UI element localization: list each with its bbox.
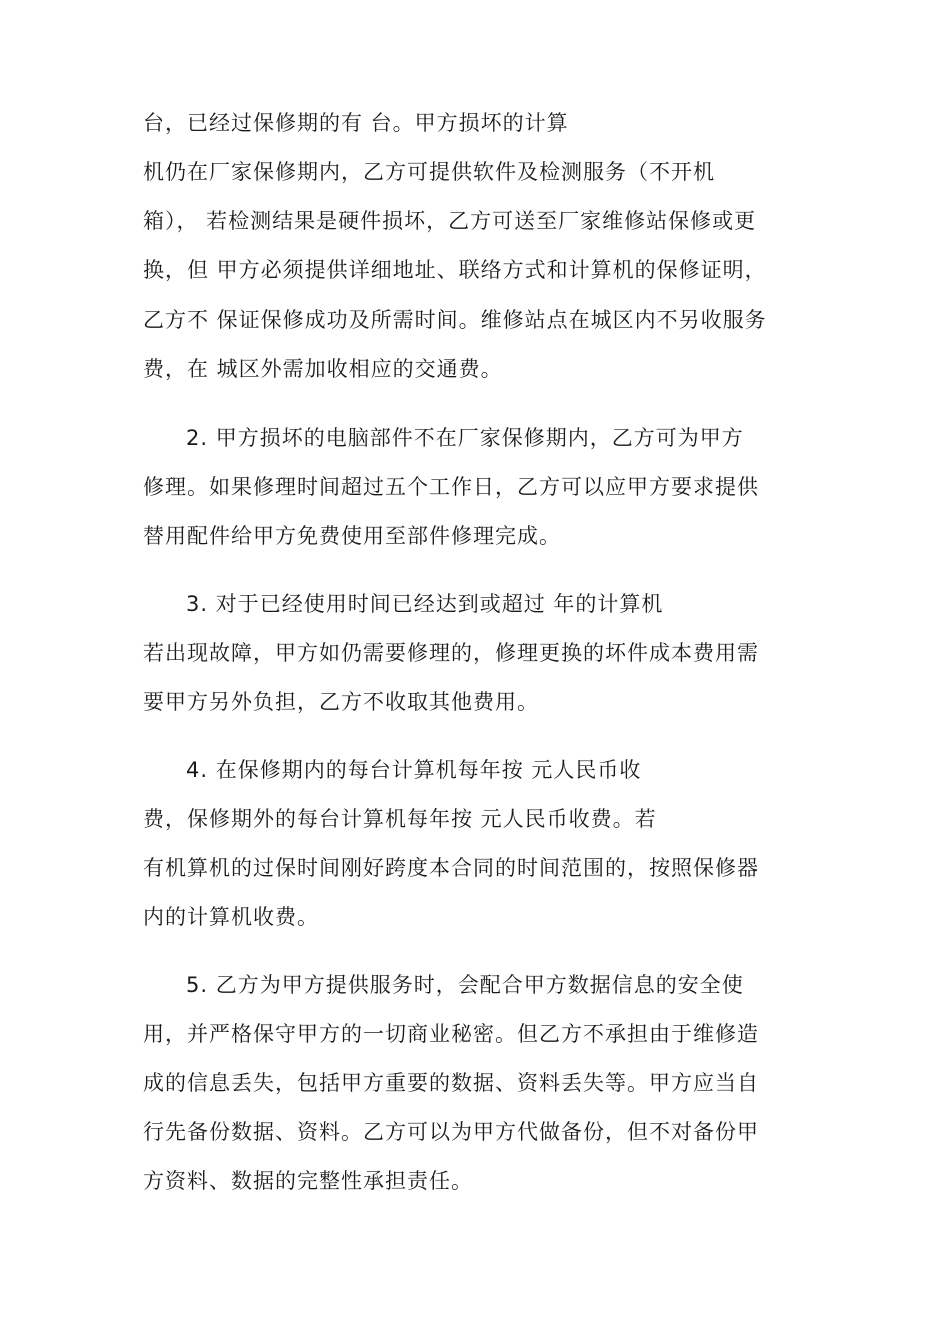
text-line: 有机算机的过保时间刚好跨度本合同的时间范围的，按照保修器 <box>143 856 759 880</box>
text-line: 3. 对于已经使用时间已经达到或超过 年的计算机 <box>186 592 664 616</box>
text-line: 2. 甲方损坏的电脑部件不在厂家保修期内，乙方可为甲方 <box>186 426 744 450</box>
text-line: 箱）， 若检测结果是硬件损坏，乙方可送至厂家维修站保修或更 <box>143 209 757 233</box>
text-line: 5. 乙方为甲方提供服务时，会配合甲方数据信息的安全使 <box>186 973 744 997</box>
text-line: 若出现故障，甲方如仍需要修理的，修理更换的坏件成本费用需 <box>143 641 759 665</box>
text-line: 换，但 甲方必须提供详细地址、联络方式和计算机的保修证明， <box>143 258 767 282</box>
text-line: 修理。如果修理时间超过五个工作日，乙方可以应甲方要求提供 <box>143 475 759 499</box>
text-line: 费，在 城区外需加收相应的交通费。 <box>143 357 503 381</box>
text-line: 方资料、数据的完整性承担责任。 <box>143 1169 473 1193</box>
text-line: 费，保修期外的每台计算机每年按 元人民币收费。若 <box>143 807 657 831</box>
text-line: 台，已经过保修期的有 台。甲方损坏的计算 <box>143 111 569 135</box>
text-line: 成的信息丢失，包括甲方重要的数据、资料丢失等。甲方应当自 <box>143 1071 759 1095</box>
text-line: 4. 在保修期内的每台计算机每年按 元人民币收 <box>186 758 642 782</box>
text-line: 行先备份数据、资料。乙方可以为甲方代做备份，但不对备份甲 <box>143 1120 759 1144</box>
text-line: 乙方不 保证保修成功及所需时间。维修站点在城区内不另收服务 <box>143 308 767 332</box>
text-line: 用，并严格保守甲方的一切商业秘密。但乙方不承担由于维修造 <box>143 1022 759 1046</box>
text-line: 要甲方另外负担，乙方不收取其他费用。 <box>143 690 539 714</box>
text-line: 内的计算机收费。 <box>143 905 319 929</box>
text-line: 机仍在厂家保修期内，乙方可提供软件及检测服务（不开机 <box>143 160 715 184</box>
text-line: 替用配件给甲方免费使用至部件修理完成。 <box>143 524 561 548</box>
